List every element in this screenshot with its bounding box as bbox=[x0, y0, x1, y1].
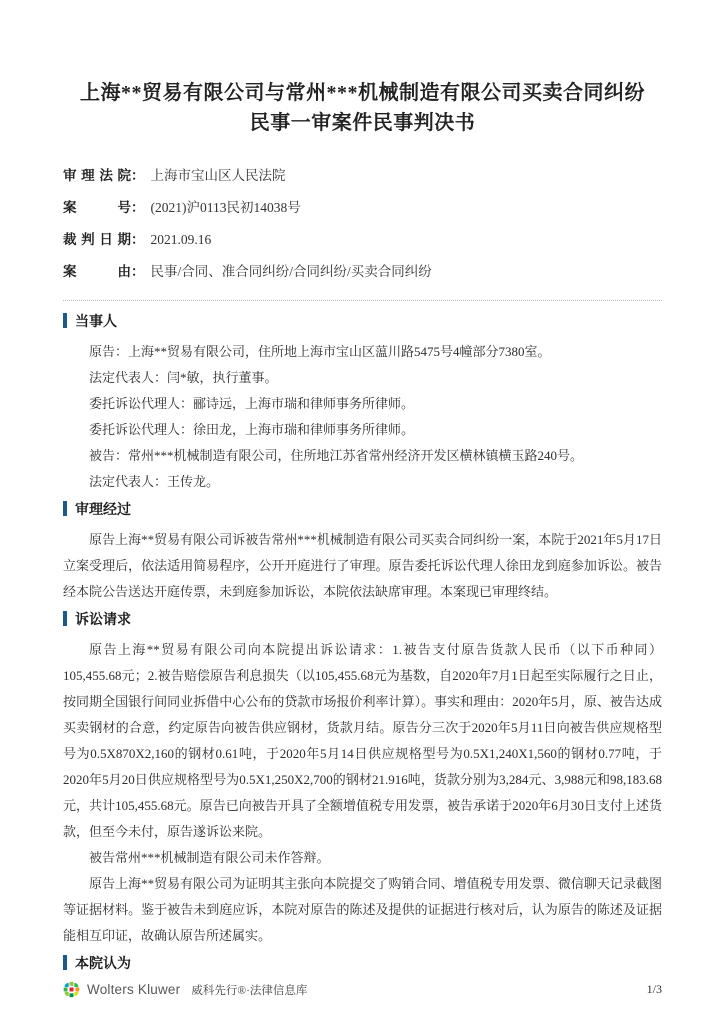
paragraph-legal-rep: 法定代表人：闫*敏，执行董事。 bbox=[89, 370, 278, 385]
section-heading-text: 当事人 bbox=[75, 315, 117, 330]
paragraph-agent-2: 委托诉讼代理人：徐田龙，上海市瑞和律师事务所律师。 bbox=[89, 422, 415, 437]
meta-value: (2021)沪0113民初14038号 bbox=[150, 200, 301, 215]
section-heading-text: 本院认为 bbox=[75, 957, 131, 972]
paragraph-agent-1: 委托诉讼代理人：郦诗远，上海市瑞和律师事务所律师。 bbox=[89, 396, 415, 411]
section-trial-process bbox=[63, 497, 662, 605]
section-bar-icon bbox=[63, 313, 67, 328]
product-name: 威科先行®·法律信息库 bbox=[191, 984, 308, 997]
meta-colon: ： bbox=[131, 232, 145, 247]
meta-value: 民事/合同、准合同纠纷/合同纠纷/买卖合同纠纷 bbox=[150, 264, 432, 279]
meta-block bbox=[63, 160, 662, 288]
meta-row-cause bbox=[63, 256, 662, 288]
paragraph-no-defense: 被告常州***机械制造有限公司未作答辩。 bbox=[89, 850, 330, 865]
section-parties bbox=[63, 309, 662, 495]
page-footer bbox=[63, 981, 662, 998]
section-heading-claims bbox=[63, 607, 662, 635]
meta-label: 审理法院 bbox=[63, 168, 131, 183]
meta-value: 上海市宝山区人民法院 bbox=[150, 168, 286, 183]
section-bar-icon bbox=[63, 501, 67, 516]
section-court-opinion bbox=[63, 951, 662, 979]
page-number: 1/3 bbox=[646, 982, 662, 996]
section-bar-icon bbox=[63, 955, 67, 970]
footer-brand-group bbox=[63, 981, 307, 998]
meta-label: 裁判日期 bbox=[63, 232, 131, 247]
paragraph-defendant-rep: 法定代表人：王传龙。 bbox=[89, 474, 220, 489]
meta-label: 案由 bbox=[63, 264, 131, 279]
section-claims bbox=[63, 607, 662, 949]
section-heading-text: 审理经过 bbox=[75, 503, 131, 518]
section-heading-parties bbox=[63, 309, 662, 337]
paragraph-defendant: 被告：常州***机械制造有限公司，住所地江苏省常州经济开发区横林镇横玉路240号。 bbox=[89, 448, 584, 463]
section-heading-court-opinion bbox=[63, 951, 662, 979]
wolters-kluwer-logo-icon bbox=[63, 981, 80, 998]
separator-line bbox=[63, 300, 662, 301]
meta-colon: ： bbox=[131, 168, 145, 183]
document-title: 上海**贸易有限公司与常州***机械制造有限公司买卖合同纠纷民事一审案件民事判决书 bbox=[80, 82, 645, 134]
section-bar-icon bbox=[63, 611, 67, 626]
paragraph-evidence: 原告上海**贸易有限公司为证明其主张向本院提交了购销合同、增值税专用发票、微信聊天记录截图等证据材料。鉴于被告未到庭应诉，本院对原告的陈述及提供的证据进行核对后，认为原告的陈述及证据能相互印证，故确认原告所述属实。 bbox=[63, 876, 662, 943]
section-heading-text: 诉讼请求 bbox=[75, 613, 131, 628]
meta-row-judgment-date bbox=[63, 224, 662, 256]
meta-row-case-number bbox=[63, 192, 662, 224]
meta-label: 案号 bbox=[63, 200, 131, 215]
paragraph-trial-process: 原告上海**贸易有限公司诉被告常州***机械制造有限公司买卖合同纠纷一案，本院于2021年5月17日立案受理后，依法适用简易程序，公开开庭进行了审理。原告委托诉讼代理人徐田龙到庭参加诉讼。被告经本院公告送达开庭传票，未到庭参加诉讼，本院依法缺席审理。本案现已审理终结。 bbox=[63, 532, 662, 599]
meta-colon: ： bbox=[131, 264, 145, 279]
section-heading-trial-process bbox=[63, 497, 662, 525]
brand-name: Wolters Kluwer bbox=[87, 982, 181, 997]
meta-row-court bbox=[63, 160, 662, 192]
meta-colon: ： bbox=[131, 200, 145, 215]
paragraph-claims: 原告上海**贸易有限公司向本院提出诉讼请求：1.被告支付原告货款人民币（以下币种同）105,455.68元；2.被告赔偿原告利息损失（以105,455.68元为基数，自2020年7月1日起至实际履行之日止，按同期全国银行间同业拆借中心公布的贷款市场报价利率计算）。事实和理由：2020年5月，原、被告达成买卖钢材的合意，约定原告向被告供应钢材，货款月结。原告分三次于2020年5月11日向被告供应规格型号为0.5X870X2,160的钢材0.61吨，于2020年5月14日供应规格型号为0.5X1,240X1,560的钢材0.77吨，于2020年5月20日供应规格型号为0.5X1,250X2,700的钢材21.916吨，货款分别为3,284元、3,988元和98,183.68元，共计105,455.68元。原告已向被告开具了全额增值税专用发票，被告承诺于2020年6月30日支付上述货款，但至今未付，原告遂诉讼来院。 bbox=[63, 642, 662, 839]
paragraph-plaintiff: 原告：上海**贸易有限公司，住所地上海市宝山区蕰川路5475号4幢部分7380室。 bbox=[89, 344, 551, 359]
meta-value: 2021.09.16 bbox=[150, 232, 212, 247]
